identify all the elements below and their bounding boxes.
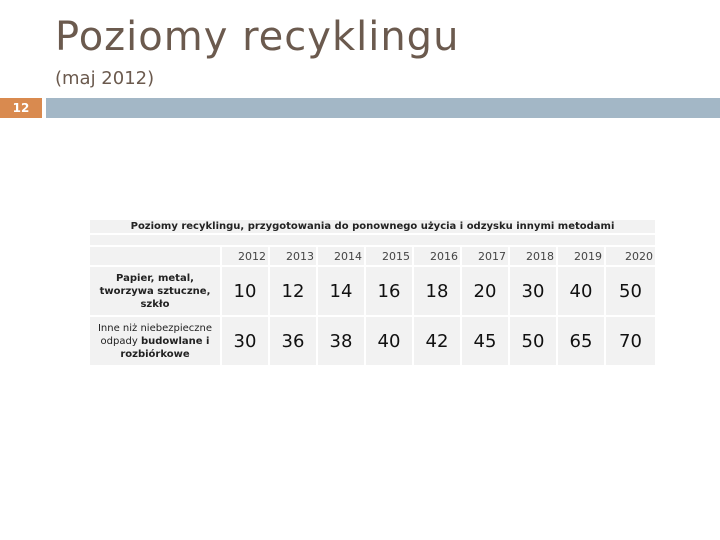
value-cell: 40 [557,266,605,316]
table-row [89,266,656,316]
year-header: 2014 [317,246,365,266]
year-header: 2016 [413,246,461,266]
table-row [89,316,656,366]
value-cell: 36 [269,316,317,366]
value-cell: 50 [509,316,557,366]
row-label: Papier, metal, tworzywa sztuczne, szkło [89,266,221,316]
value-cell: 70 [605,316,656,366]
row-label-part2: budowlane i rozbiórkowe [120,335,210,360]
value-cell: 20 [461,266,509,316]
year-header: 2018 [509,246,557,266]
table-spacer [89,234,656,246]
value-cell: 65 [557,316,605,366]
value-cell: 16 [365,266,413,316]
slide-subtitle: (maj 2012) [55,68,155,89]
value-cell: 38 [317,316,365,366]
value-cell: 18 [413,266,461,316]
year-header: 2017 [461,246,509,266]
year-header: 2015 [365,246,413,266]
year-header: 2020 [605,246,656,266]
value-cell: 12 [269,266,317,316]
value-cell: 40 [365,316,413,366]
year-header-row [89,246,656,266]
value-cell: 50 [605,266,656,316]
header-accent-bar [46,98,720,118]
table-caption: Poziomy recyklingu, przygotowania do ponownego użycia i odzysku innymi metodami [89,219,656,234]
value-cell: 14 [317,266,365,316]
year-header: 2012 [221,246,269,266]
year-header: 2013 [269,246,317,266]
year-header: 2019 [557,246,605,266]
slide-title: Poziomy recyklingu [55,14,460,60]
slide-number: 12 [0,98,42,118]
row-label [89,316,221,366]
value-cell: 45 [461,316,509,366]
value-cell: 30 [221,316,269,366]
row-label-part1: Inne niż niebezpieczne odpady [97,322,213,347]
value-cell: 42 [413,316,461,366]
value-cell: 30 [509,266,557,316]
recycling-table [88,218,657,367]
value-cell: 10 [221,266,269,316]
header-empty-cell [89,246,221,266]
